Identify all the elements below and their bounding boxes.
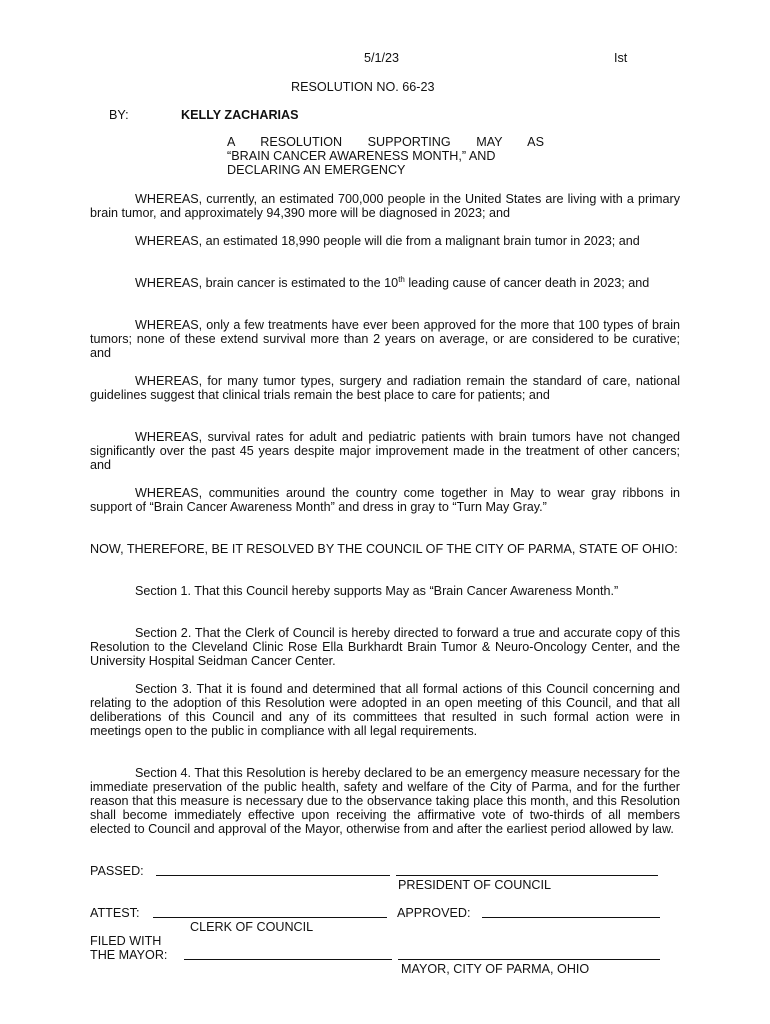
- section-2: Section 2. That the Clerk of Council is hereby directed to forward a true and accurate copy of this Resolution to the Cleveland Clinic Rose Ella Burkhardt Brain Tumor & Neuro-Oncology Center, and the University Hospital Seidman Cancer Center.: [90, 626, 680, 668]
- sponsor-name: KELLY ZACHARIAS: [181, 108, 299, 122]
- whereas-3: WHEREAS, brain cancer is estimated to the 10th leading cause of cancer death in 2023; and: [135, 274, 650, 290]
- passed-signature-line: [156, 875, 390, 876]
- president-signature-line: [396, 875, 658, 876]
- sponsor-label: BY:: [109, 108, 129, 122]
- president-label: PRESIDENT OF COUNCIL: [398, 878, 552, 892]
- mayor-signature-line: [398, 959, 660, 960]
- title-line-2: “BRAIN CANCER AWARENESS MONTH,” AND: [227, 149, 496, 163]
- resolution-number: RESOLUTION NO. 66-23: [291, 80, 435, 94]
- clerk-label: CLERK OF COUNCIL: [190, 920, 314, 934]
- header-reading: Ist: [614, 51, 628, 65]
- header-date: 5/1/23: [364, 51, 400, 65]
- whereas-1: WHEREAS, currently, an estimated 700,000 people in the United States are living with a primary brain tumor, and approximately 94,390 more will be diagnosed in 2023; and: [90, 192, 680, 220]
- section-3: Section 3. That it is found and determined that all formal actions of this Council concerning and relating to the adoption of this Resolution were adopted in an open meeting of this Council, and that all deliberations of this Council and any of its committees that resulted in such formal action were in meetings open to the public in compliance with all legal requirements.: [90, 682, 680, 738]
- resolved-clause: NOW, THEREFORE, BE IT RESOLVED BY THE COUNCIL OF THE CITY OF PARMA, STATE OF OHIO:: [90, 542, 678, 556]
- whereas-6: WHEREAS, survival rates for adult and pediatric patients with brain tumors have not changed significantly over the past 45 years despite major improvement made in the treatment of other cancers; and: [90, 430, 680, 472]
- passed-label: PASSED:: [90, 864, 144, 878]
- approved-signature-line: [482, 917, 660, 918]
- attest-signature-line: [153, 917, 387, 918]
- title-line-3: DECLARING AN EMERGENCY: [227, 163, 406, 177]
- mayor-filed-line: [184, 959, 392, 960]
- section-4: Section 4. That this Resolution is hereby declared to be an emergency measure necessary for the immediate preservation of the public health, safety and welfare of the City of Parma, and for the further reason that this measure is necessary due to the observance taking place this month, and this Resolution shall become immediately effective upon receiving the affirmative vote of two-thirds of all members elected to Council and approval of the Mayor, otherwise from and after the earliest period allowed by law.: [90, 766, 680, 836]
- whereas-4: WHEREAS, only a few treatments have ever been approved for the more that 100 types of brain tumors; none of these extend survival more than 2 years on average, or are considered to be curative; and: [90, 318, 680, 360]
- whereas-5: WHEREAS, for many tumor types, surgery and radiation remain the standard of care, national guidelines suggest that clinical trials remain the best place to care for patients; and: [90, 374, 680, 402]
- whereas-2: WHEREAS, an estimated 18,990 people will die from a malignant brain tumor in 2023; and: [135, 234, 640, 248]
- title-line-1: A RESOLUTION SUPPORTING MAY AS: [227, 135, 544, 149]
- section-1: Section 1. That this Council hereby supports May as “Brain Cancer Awareness Month.”: [135, 584, 619, 598]
- attest-label: ATTEST:: [90, 906, 140, 920]
- mayor-label: THE MAYOR:: [90, 948, 168, 962]
- filed-with-label: FILED WITH: [90, 934, 162, 948]
- mayor-title: MAYOR, CITY OF PARMA, OHIO: [401, 962, 590, 976]
- whereas-7: WHEREAS, communities around the country come together in May to wear gray ribbons in support of “Brain Cancer Awareness Month” and dress in gray to “Turn May Gray.”: [90, 486, 680, 514]
- approved-label: APPROVED:: [397, 906, 471, 920]
